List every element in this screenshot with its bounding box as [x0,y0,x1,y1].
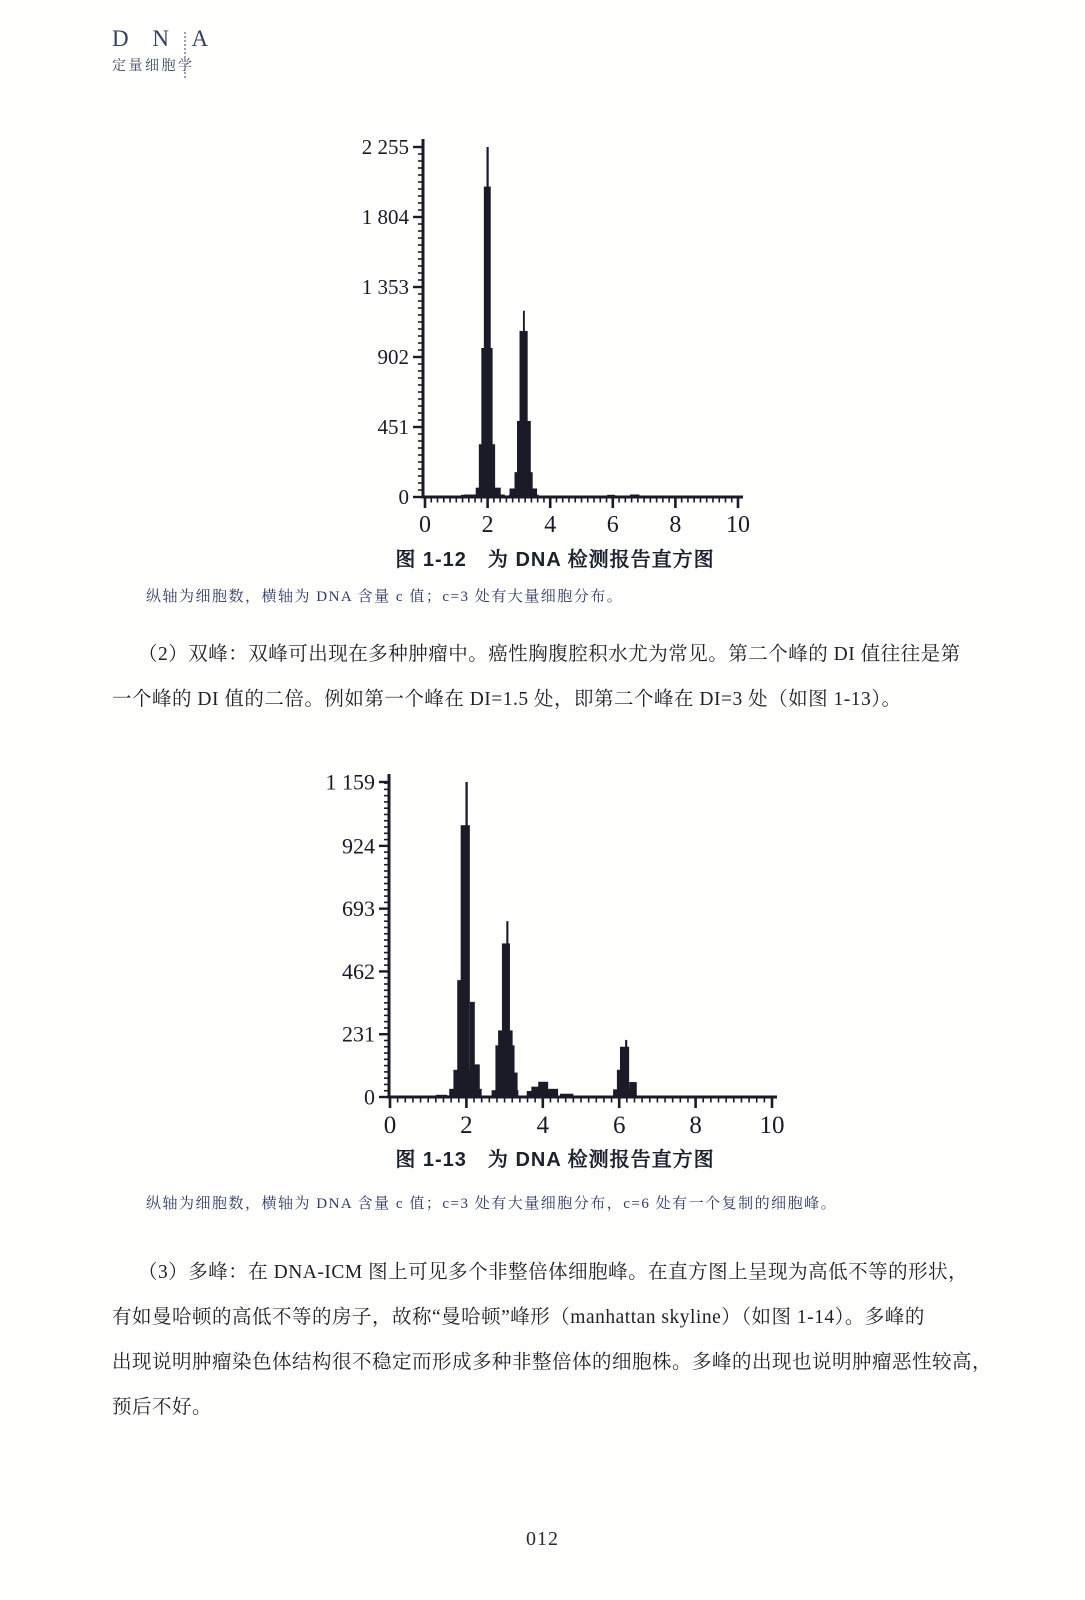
figure-1-13-note: 纵轴为细胞数，横轴为 DNA 含量 c 值；c=3 处有大量细胞分布，c=6 处有一个复制的细胞峰。 [146,1196,838,1212]
histogram-bar [620,1047,629,1097]
histogram-bar [548,1089,558,1097]
paragraph-line: 预后不好。 [112,1397,213,1418]
histogram-bar [461,495,469,497]
y-tick-label: 231 [342,1021,375,1047]
y-tick-label: 924 [342,833,375,859]
x-tick-label: 2 [460,1111,473,1139]
histogram-bar [465,782,467,1097]
histogram-bar [505,495,511,497]
paragraph-line: 出现说明肿瘤染色体结构很不稳定而形成多种非整倍体的细胞株。多峰的出现也说明肿瘤恶性较高， [112,1352,993,1373]
x-tick-label: 8 [669,511,682,538]
paragraph-bimodal [112,632,992,722]
x-tick-label: 0 [419,511,431,538]
brand-subtitle: 定量细胞学 [112,59,195,74]
x-tick-label: 0 [383,1111,397,1139]
histogram-bar [646,496,652,497]
y-tick-label: 1 353 [361,275,409,300]
x-tick-label: 6 [612,1111,626,1139]
histogram-bar [669,1096,682,1097]
histogram-bar [704,496,712,497]
histogram-bar [512,1073,517,1097]
histogram-bar [560,496,573,497]
brand-title: D N A [112,26,218,51]
x-tick-label: 8 [689,1111,702,1139]
paragraph-line: 有如曼哈顿的高低不等的房子，故称“曼哈顿”峰形（manhattan skyline）（如图 1-14）。多峰的 [112,1307,925,1328]
x-tick-label: 4 [544,511,557,538]
y-tick-label: 1 804 [361,205,409,230]
figure-1-12-caption: 图 1-12 为 DNA 检测报告直方图 [395,549,715,571]
histogram-bar [523,311,525,497]
histogram-bar [487,147,489,497]
histogram-bar [538,1082,548,1097]
histogram-bar [502,943,510,1097]
x-tick-label: 10 [726,511,750,538]
x-tick-label: 4 [536,1111,550,1139]
y-tick-label: 451 [377,415,409,440]
paragraph-line: （2）双峰：双峰可出现在多种肿瘤中。癌性胸腹腔积水尤为常见。第二个峰的 DI 值往往是第 [138,644,961,665]
histogram-bar [560,1094,573,1097]
paragraph-multimodal [112,1250,992,1430]
y-tick-label: 0 [398,485,409,510]
y-tick-label: 1 159 [325,769,375,795]
paragraph-line: （3）多峰：在 DNA-ICM 图上可见多个非整倍体细胞峰。在直方图上呈现为高低不等的形状， [138,1262,969,1283]
histogram-bar [719,1096,730,1097]
figure-1-13-caption: 图 1-13 为 DNA 检测报告直方图 [395,1149,715,1171]
histogram-bar [473,1064,480,1097]
y-tick-label: 462 [342,958,375,984]
page-number: 012 [526,1528,559,1550]
y-tick-label: 2 255 [361,135,409,160]
x-tick-label: 10 [759,1111,785,1139]
histogram-bar [630,495,639,497]
x-tick-label: 6 [606,511,619,538]
page-header [112,26,217,75]
paragraph-line: 一个峰的 DI 值的二倍。例如第一个峰在 DI=1.5 处，即第二个峰在 DI=3 处（如图 1-13）。 [112,689,902,710]
histogram-figure-1-12 [330,130,780,550]
histogram-bar [629,1082,637,1097]
x-tick-label: 2 [481,511,494,538]
y-tick-label: 693 [342,896,375,922]
histogram-bar [506,921,508,1097]
histogram-figure-1-13 [300,750,800,1150]
figure-1-12-note: 纵轴为细胞数，横轴为 DNA 含量 c 值；c=3 处有大量细胞分布。 [146,589,624,605]
brand-divider [184,32,186,78]
histogram-bar [461,825,470,1097]
histogram-bar [625,1040,627,1097]
histogram-bar [436,1095,447,1097]
y-tick-label: 0 [364,1084,375,1110]
histogram-bar [457,980,461,1097]
y-tick-label: 902 [377,345,409,370]
histogram-bar [607,495,615,497]
